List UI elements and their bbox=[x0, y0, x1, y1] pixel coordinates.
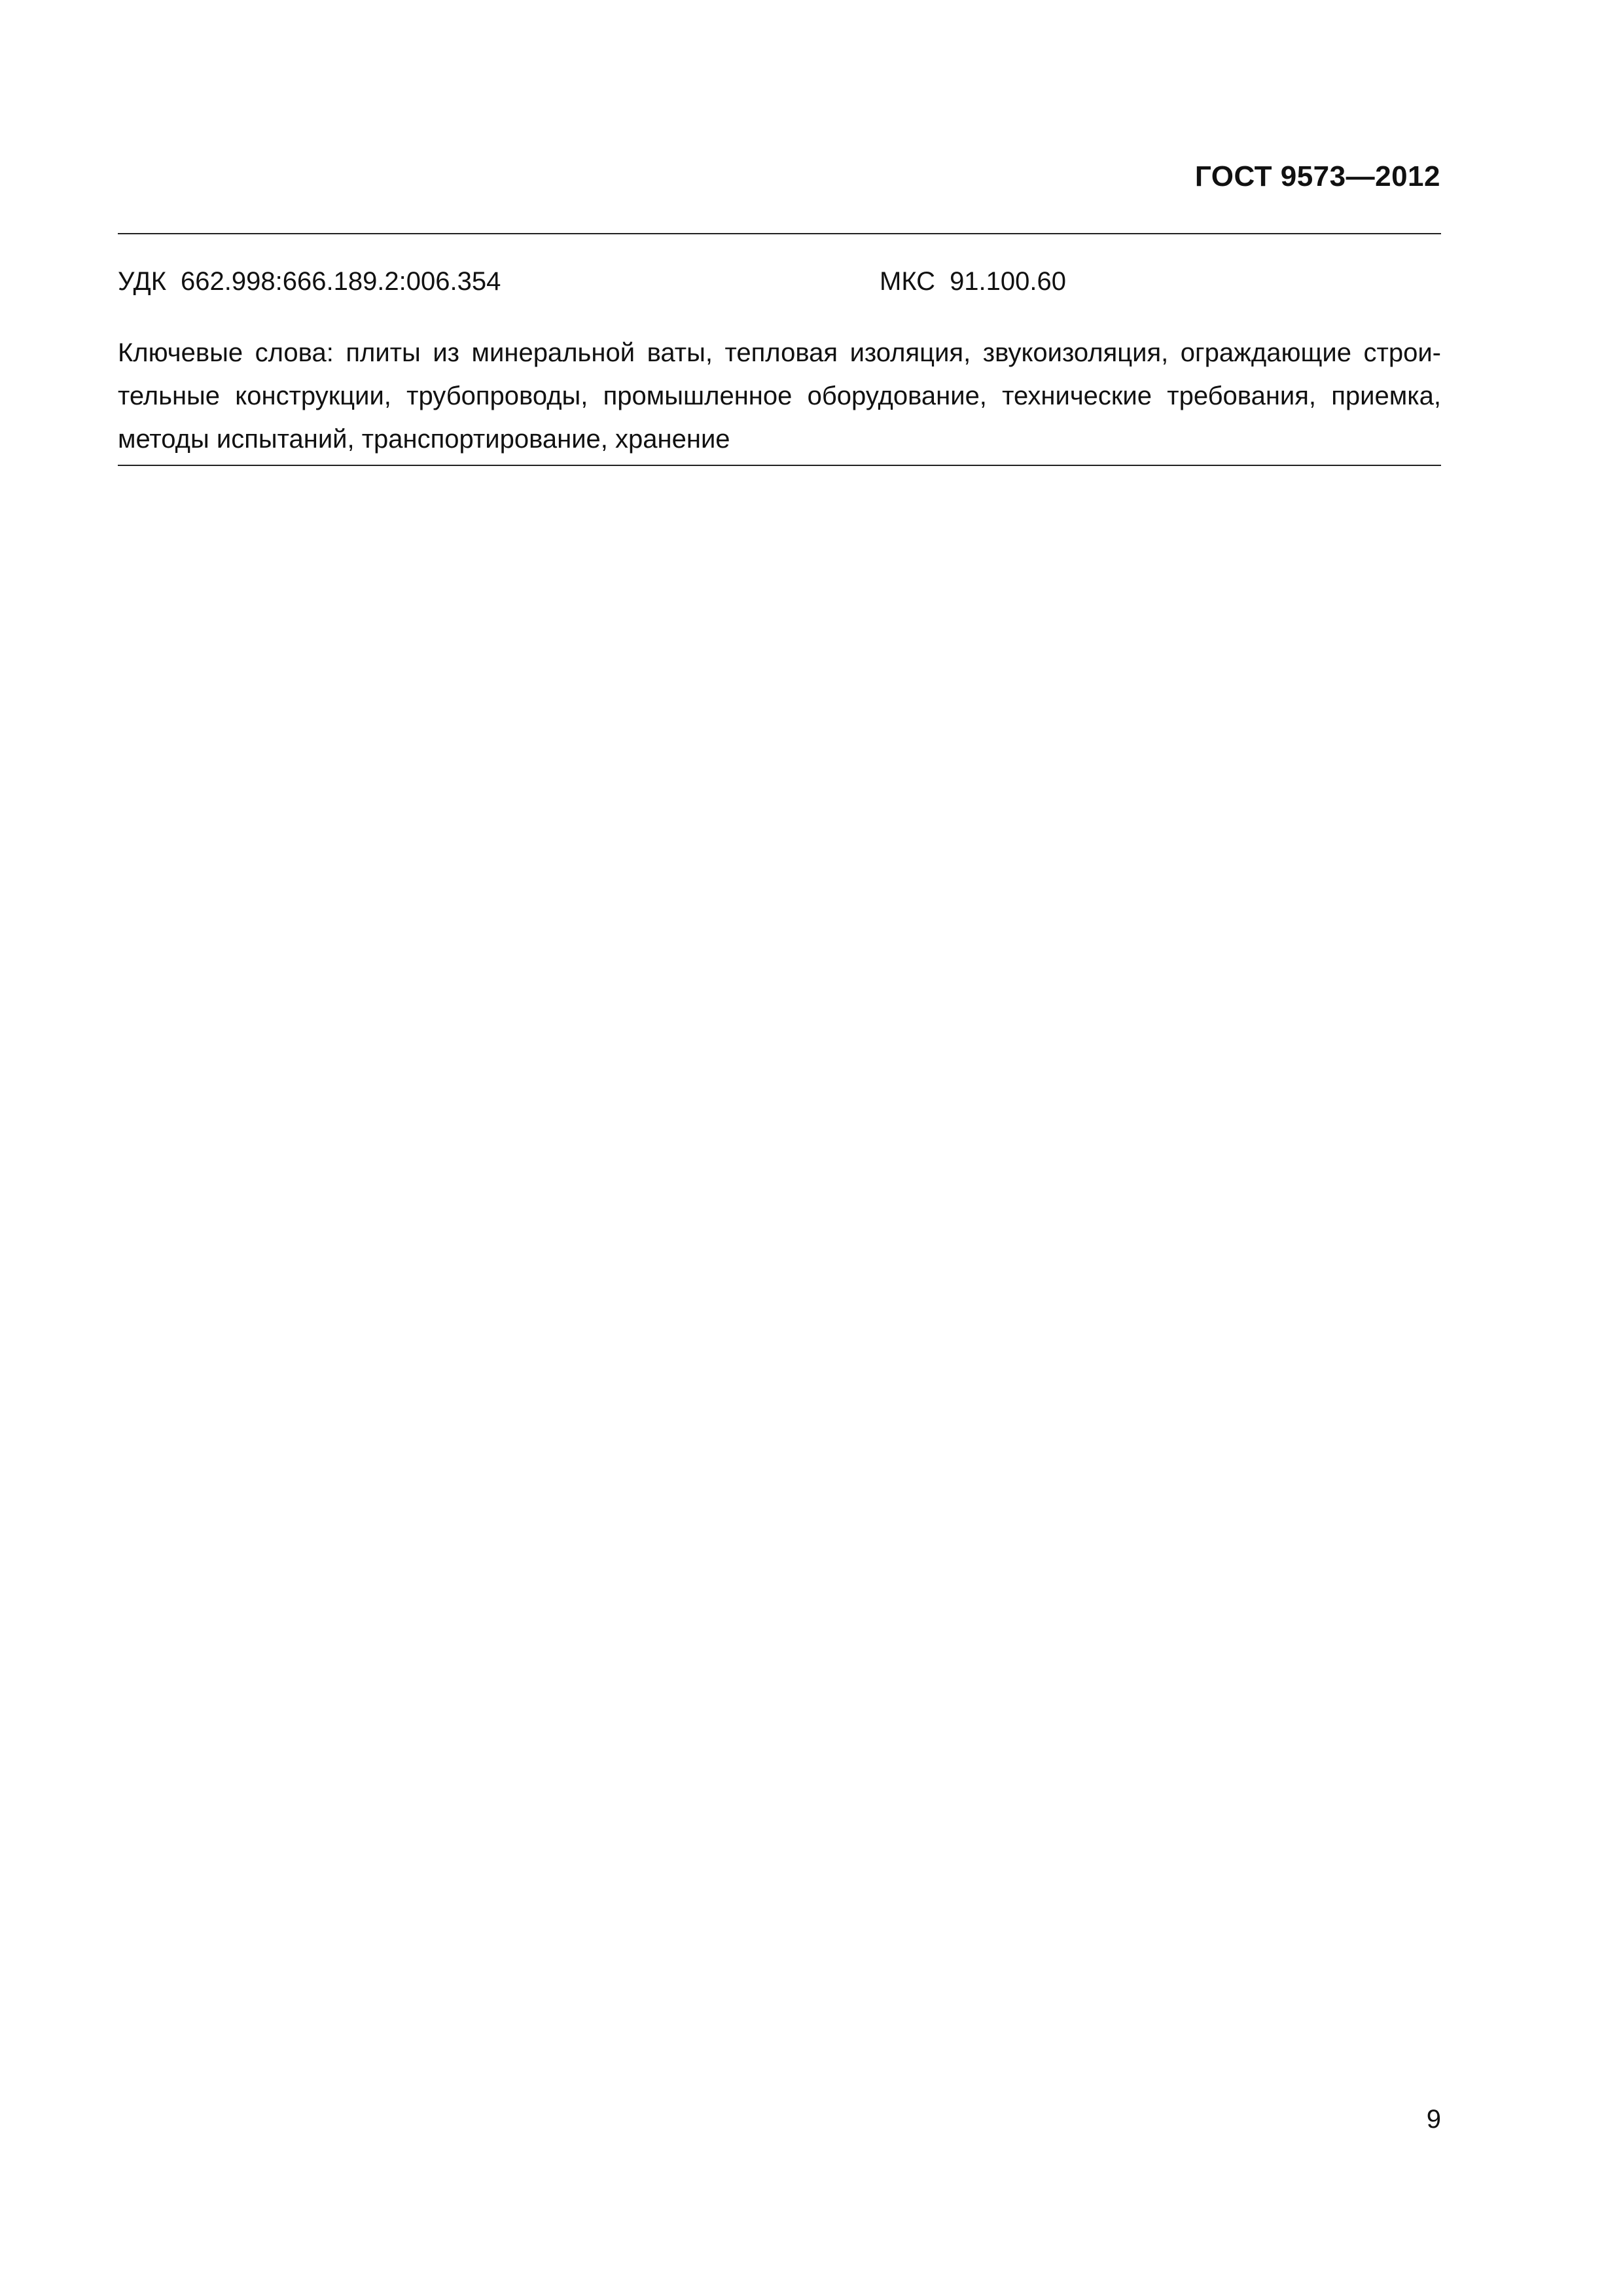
mks-code bbox=[880, 267, 1066, 296]
udk-label: УДК bbox=[118, 267, 167, 296]
mks-label: МКС bbox=[880, 267, 936, 296]
keywords-line: Ключевые слова: плиты из минеральной ваты, тепловая изоляция, звукоизоляция, ограждающие строи- bbox=[118, 338, 1441, 367]
udk-value: 662.998:666.189.2:006.354 bbox=[181, 267, 501, 296]
classification-codes bbox=[118, 267, 1441, 304]
document-standard-number: ГОСТ 9573—2012 bbox=[1194, 160, 1440, 192]
mks-value: 91.100.60 bbox=[950, 267, 1067, 296]
keywords-paragraph bbox=[118, 331, 1441, 461]
keywords-line: методы испытаний, транспортирование, хранение bbox=[118, 425, 730, 454]
udk-code bbox=[118, 267, 501, 296]
page-number: 9 bbox=[1426, 2105, 1441, 2134]
keywords-line: тельные конструкции, трубопроводы, промышленное оборудование, технические требования, приемка, bbox=[118, 382, 1441, 410]
bottom-divider bbox=[118, 465, 1441, 466]
top-divider bbox=[118, 233, 1441, 234]
